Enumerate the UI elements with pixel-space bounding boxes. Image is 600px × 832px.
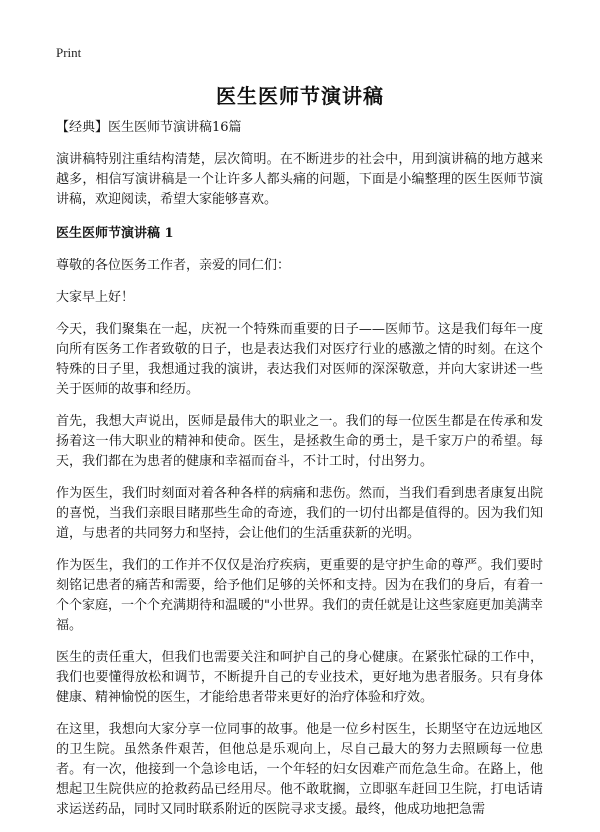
print-link[interactable]: Print: [56, 45, 82, 60]
paragraph: 医生的责任重大，但我们也需要关注和呵护自己的身心健康。在紧张忙碌的工作中，我们也要懂得放松和调节，不断提升自己的专业技术，更好地为患者服务。只有身体健康、精神愉悦的医生，才能给患者带来更好的治疗体验和疗效。: [56, 650, 543, 705]
intro-paragraph: 演讲稿特别注重结构清楚，层次简明。在不断进步的社会中，用到演讲稿的地方越来越多，相信写演讲稿是一个让许多人都头痛的问题，下面是小编整理的医生医师节演讲稿，欢迎阅读，希望大家能够喜欢。: [56, 152, 543, 207]
section-heading: 医生医师节演讲稿 1: [56, 226, 174, 241]
paragraph-greeting: 大家早上好！: [56, 290, 135, 305]
page-title: 医生医师节演讲稿: [216, 84, 384, 108]
paragraph: 今天，我们聚集在一起，庆祝一个特殊而重要的日子——医师节。这是我们每年一度向所有医务工作者致敬的日子，也是表达我们对医疗行业的感激之情的时刻。在这个特殊的日子里，我想通过我的演讲，表达我们对医师的深深敬意，并向大家讲述一些关于医师的故事和经历。: [56, 322, 543, 397]
article-body: [56, 118, 543, 832]
paragraph: 在这里，我想向大家分享一位同事的故事。他是一位乡村医生，长期坚守在边远地区的卫生院。虽然条件艰苦，但他总是乐观向上，尽自己最大的努力去照顾每一位患者。有一次，他接到一个急诊电话，一个年轻的妇女因难产而危急生命。在路上，他想起卫生院供应的抢救药品已经用尽。他不敢耽搁，立即驱车赶回卫生院，打电话请求运送药品，同时又同时联系附近的医院寻求支援。最终，他成功地把急需: [56, 722, 543, 817]
paragraph-salutation: 尊敬的各位医务工作者，亲爱的同仁们：: [56, 258, 291, 273]
article-subtitle: 【经典】医生医师节演讲稿16篇: [56, 120, 242, 135]
paragraph: 作为医生，我们时刻面对着各种各样的病痛和悲伤。然而，当我们看到患者康复出院的喜悦，当我们亲眼目睹那些生命的奇迹，我们的一切付出都是值得的。因为我们知道，与患者的共同努力和坚持，会让他们的生活重获新的光明。: [56, 486, 543, 541]
paragraph: 作为医生，我们的工作并不仅仅是治疗疾病，更重要的是守护生命的尊严。我们要时刻铭记患者的痛苦和需要，给予他们足够的关怀和支持。因为在我们的身后，有着一个个家庭，一个个充满期待和温暖的"小世界。我们的责任就是让这些家庭更加美满幸福。: [56, 558, 543, 633]
paragraph: 首先，我想大声说出，医师是最伟大的职业之一。我们的每一位医生都是在传承和发扬着这一伟大职业的精神和使命。医生，是拯救生命的勇士，是千家万户的希望。每天，我们都在为患者的健康和幸福而奋斗，不计工时，付出努力。: [56, 414, 543, 469]
